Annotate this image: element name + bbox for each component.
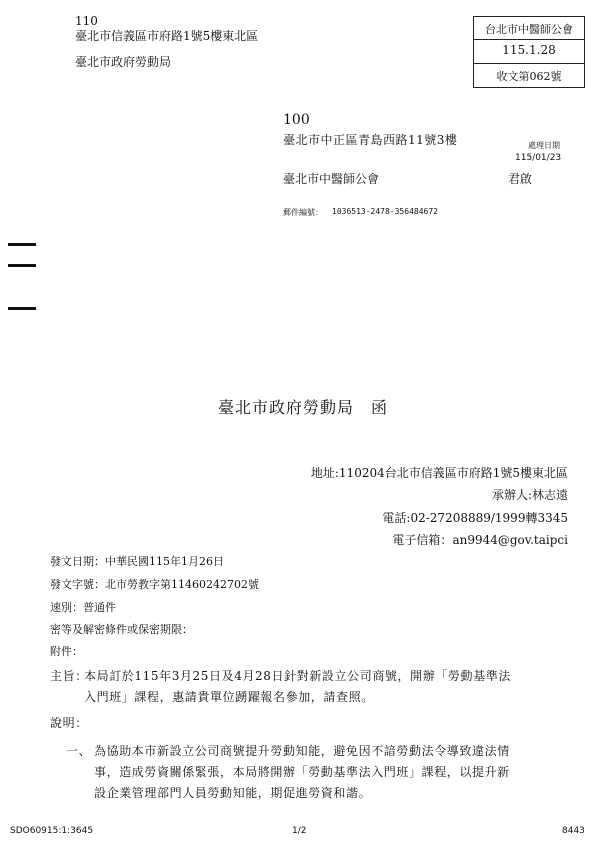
subject-label: 主旨：	[50, 669, 88, 683]
email-label: 電子信箱：	[392, 533, 453, 547]
postal-no: 1036513-2478-356484672	[332, 207, 438, 216]
explanation-item-number: 一、	[66, 744, 92, 758]
stamp-divider	[474, 63, 584, 64]
recipient-name: 臺北市中醫師公會	[283, 172, 380, 186]
delivery-speed: 速別：普通件	[50, 601, 116, 614]
sender-address: 臺北市信義區市府路1號5樓東北區	[75, 29, 259, 43]
subject-line: 入門班」課程，惠請貴單位踴躍報名參加，請查照。	[84, 690, 374, 704]
stamp-number: 收文第062號	[496, 70, 562, 83]
footer-number: 8443	[562, 826, 585, 836]
attachments: 附件：	[50, 645, 83, 658]
footer-page: 1/2	[292, 826, 307, 836]
receipt-stamp	[473, 16, 585, 88]
recipient-postcode: 100	[283, 112, 310, 128]
contact-handler: 承辦人:林志遠	[491, 488, 568, 502]
stamp-divider	[474, 39, 584, 40]
recipient-address: 臺北市中正區青島西路11號3樓	[283, 133, 458, 147]
margin-mark	[8, 243, 36, 246]
explanation-line: 為協助本市新設立公司商號提升勞動知能，避免因不諳勞動法令導致違法情	[94, 744, 510, 758]
issue-number: 發文字號：北市勞教字第11460242702號	[50, 578, 259, 591]
sender-org: 臺北市政府勞動局	[75, 55, 172, 69]
stamp-date: 115.1.28	[502, 43, 556, 57]
issue-date: 發文日期：中華民國115年1月26日	[50, 555, 224, 568]
margin-mark	[8, 264, 36, 267]
recipient-salutation: 君啟	[508, 172, 533, 186]
stamp-org: 台北市中醫師公會	[485, 23, 573, 36]
document-title: 臺北市政府勞動局 函	[218, 398, 389, 417]
explanation-label: 說明：	[50, 716, 88, 730]
secrecy-level: 密等及解密條件或保密期限：	[50, 623, 193, 636]
contact-address: 地址:110204台北市信義區市府路1號5樓東北區	[310, 466, 568, 480]
sender-postcode: 110	[75, 14, 98, 28]
explanation-line: 事，造成勞資關係緊張，本局將開辦「勞動基準法入門班」課程，以提升新	[94, 765, 510, 779]
process-date: 115/01/23	[515, 153, 562, 163]
footer-code: SDO60915:1:3645	[10, 826, 94, 836]
contact-phone: 電話:02-27208889/1999轉3345	[382, 511, 568, 525]
contact-email	[392, 531, 568, 548]
margin-mark	[8, 307, 36, 310]
explanation-line: 設企業管理部門人員勞動知能，期促進勞資和諧。	[94, 786, 372, 800]
subject-line: 本局訂於115年3月25日及4月28日針對新設立公司商號，開辦「勞動基準法	[84, 669, 511, 683]
email-address: an9944@gov.taipci	[452, 533, 568, 547]
process-date-label: 處理日期	[528, 141, 560, 150]
postal-no-label: 郵件編號：	[283, 208, 323, 217]
